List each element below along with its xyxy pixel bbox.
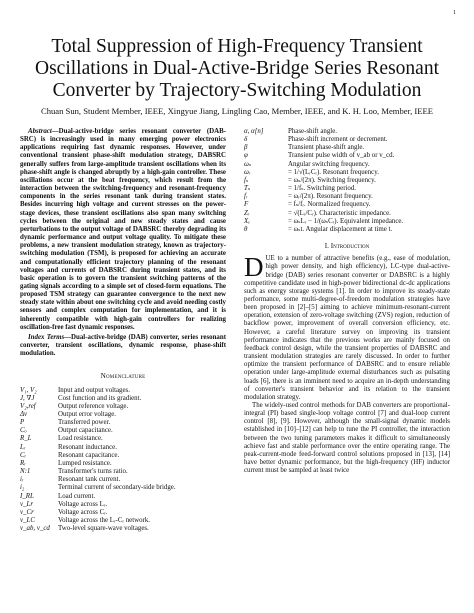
index-terms xyxy=(20,334,226,358)
symbol: δ xyxy=(244,136,248,144)
symbol-description: Transferred power. xyxy=(58,419,111,427)
symbol: φ xyxy=(244,152,248,160)
symbol-description: Phase-shift angle. xyxy=(288,128,337,135)
nomenclature-heading: Nomenclature xyxy=(100,372,146,381)
index-terms-label: Index Terms— xyxy=(28,333,72,341)
symbol-description: Lumped resistance. xyxy=(58,459,112,467)
symbol: Lᵣ xyxy=(20,443,26,451)
symbol-description: Resonant inductance. xyxy=(58,443,117,451)
symbol: fᵣ xyxy=(244,193,248,201)
symbol: Tₛ xyxy=(244,185,251,193)
index-terms-text: Dual-active-bridge (DAB) converter, series resonant converter, transient oscillations, dynamic response, phase-shift modulation. xyxy=(20,333,226,358)
symbol-description: Output capacitance. xyxy=(58,427,113,435)
nomenclature-list xyxy=(20,387,226,534)
symbol-description: = √(Lᵣ/Cᵣ). Characteristic impedance. xyxy=(288,209,391,217)
symbol-description: Transient pulse width of v_ab or v_cd. xyxy=(288,152,395,160)
symbol: ωᵣ xyxy=(244,168,251,176)
symbol: N:1 xyxy=(20,468,31,476)
symbol: V₁, V₂ xyxy=(20,386,37,394)
symbol: Cᵣ xyxy=(20,451,27,459)
symbol: θ xyxy=(244,225,248,233)
symbol-description: Resonant tank current. xyxy=(58,476,121,484)
symbol-description: Transient phase-shift angle. xyxy=(288,144,365,152)
symbol: V₂,ref xyxy=(20,402,36,410)
symbol-description: Load resistance. xyxy=(58,435,103,443)
symbol-description: Input and output voltages. xyxy=(58,386,130,394)
symbol: P xyxy=(20,419,25,427)
symbol: v_Cr xyxy=(20,508,34,516)
left-column xyxy=(20,128,226,533)
symbol-description: Terminal current of secondary-side bridge. xyxy=(58,484,176,492)
symbol: R_L xyxy=(20,435,32,443)
introduction-paragraph-1 xyxy=(244,252,450,402)
symbol-description: = ωᵣ/(2π). Resonant frequency. xyxy=(288,193,373,201)
symbol-description: = 1/√(LᵣCᵣ). Resonant frequency. xyxy=(288,168,379,176)
symbol: α, α[n] xyxy=(244,128,264,135)
page-number: 1 xyxy=(453,10,456,16)
symbol: Δv xyxy=(20,411,28,418)
symbol-description: Output reference voltage. xyxy=(58,402,129,410)
symbol-description: Angular switching frequency. xyxy=(288,160,370,168)
symbol: J, ∇J xyxy=(20,394,35,402)
symbol-description: Two-level square-wave voltages. xyxy=(58,525,149,533)
symbol: ωₛ xyxy=(244,160,252,168)
right-column xyxy=(244,128,450,475)
symbol-description: = 1/fₛ. Switching period. xyxy=(288,185,357,193)
abstract-text: Dual-active-bridge series resonant converter (DAB-SRC) is increasingly used in many emerging power electronics applications requiring fast dynamic responses. However, under conventional transient phase-shift modulation strategy, DABSRC generally suffers from large-amplitude transient oscillations when its phase-shift angle is changed abruptly by a high-gain controller. These oscillations occur at the beat frequency, which result from the interaction between the switching-frequency and resonant-frequency components in the series resonant tank during transient states. Besides incurring high voltage and current stresses on the power-stage devices, these transient oscillations also span many switching cycles between the original and new steady states and cause perturbations to the output voltage of DABSRC thereby degrading its dynamic performance and output voltage quality. To mitigate these problems, a new transient modulation strategy, known as trajectory-switching modulation (TSM), is proposed for achieving an accurate and computationally efficient trajectory planning of the resonant voltages and currents of DABSRC during transient states, and its basic operation is to govern the transient switching patterns of the gating signals according to a simple set of closed-form equations. The proposed TSM strategy can guarantee convergence to the next new steady state within about one switching cycle and avoid needing costly sensors and complex computation for implementation, and it is inherently compatible with high-gain controllers for realizing oscillation-free fast dynamic responses. xyxy=(20,128,226,331)
symbol-description: = fₛ/fᵣ. Normalized frequency. xyxy=(288,201,371,209)
symbol: v_Lr xyxy=(20,500,34,508)
symbol-description: = ωₛt. Angular displacement at time t. xyxy=(288,225,393,233)
introduction-paragraph-2: The widely-used control methods for DAB converters are proportional-integral (PI) based single-loop voltage control [7] and dual-loop current control [8], [9]. However, although the small-signal dynamic models established in [10]–[12] can help to tune the PI controller, the interaction between the two tuning parameters makes it difficult to simultaneously achieve fast and stable performance over the entire operating range. The peak-current-mode feed-forward control solutions proposed in [13], [14] have better dynamic performance, but the high-frequency (HF) inductor current must be sampled at least twice xyxy=(244,402,450,475)
abstract xyxy=(20,128,226,332)
drop-cap: D xyxy=(244,252,264,283)
symbol-description: Voltage across the Lᵣ-Cᵣ network. xyxy=(58,517,151,525)
introduction-heading: I. Introduction xyxy=(324,242,370,251)
symbol-description: = ωₛLᵣ − 1/(ωₛCᵣ). Equivalent impedance. xyxy=(288,217,404,225)
symbol: Zᵣ xyxy=(244,209,250,217)
symbol: fₛ xyxy=(244,176,249,184)
abstract-label: Abstract— xyxy=(28,128,59,135)
symbol: v_ab, v_cd xyxy=(20,525,50,533)
symbol: F xyxy=(244,201,249,209)
symbol: i₂ xyxy=(20,484,25,492)
symbol-description: Transformer's turns ratio. xyxy=(58,468,128,476)
symbol: Xₑ xyxy=(244,217,251,225)
symbol: v_LC xyxy=(20,517,35,525)
symbol-description: Voltage across Lᵣ. xyxy=(58,500,108,508)
symbol-list xyxy=(244,128,450,234)
symbol-description: Cost function and its gradient. xyxy=(58,394,142,402)
intro-paragraph-1-text: UE to a number of attractive benefits (e.g., ease of modulation, high power density, and high efficiency), LC-type dual-active-bridge (DAB) series resonant converter or DABSRC is a highly competitive candidate used in high-power bidirectional dc-dc applications such as energy storage systems [1]. In order to improve its steady-state performance, some multi-degree-of-freedom modulation strategies have been proposed in [2]–[5] aiming to achieve minimum-resonant-current operation, extension of zero-voltage switching (ZVS) region, reduction of backflow power, improvement of overall conversion efficiency, etc. However, a careful literature survey on improving its transient performance indicates that the previous works are mainly focused on feedback control design, while the transient properties of DABSRC and transient modulation strategies are rarely discussed. In order to further optimize the transient performance of DABSRC and to ensure reliable operation under large-amplitude external disturbances such as pulsating loads [6], there is an imminent need to acquire an in-depth understanding of converter's transient behavior and its relation to the transient modulation strategy. xyxy=(244,255,450,401)
symbol: Rᵣ xyxy=(20,459,26,467)
symbol: iᵣ xyxy=(20,476,24,484)
symbol: I_RL xyxy=(20,492,34,500)
symbol-description: Voltage across Cᵣ. xyxy=(58,508,108,516)
paper-title: Total Suppression of High-Frequency Transient Oscillations in Dual-Active-Bridge Series Resonant Converter by Trajectory-Switching Modulation xyxy=(35,36,439,101)
symbol-description: Output error voltage. xyxy=(58,411,116,418)
symbol: Cₒ xyxy=(20,427,27,435)
author-list: Chuan Sun, Student Member, IEEE, Xingyue Jiang, Lingling Cao, Member, IEEE, and K. H. Loo, Member, IEEE xyxy=(40,106,434,116)
symbol-description: = ωₛ/(2π). Switching frequency. xyxy=(288,176,376,184)
symbol-description: Phase-shift increment or decrement. xyxy=(288,136,388,144)
symbol: β xyxy=(244,144,248,152)
symbol-description: Resonant capacitance. xyxy=(58,451,120,459)
symbol-description: Load current. xyxy=(58,492,96,500)
